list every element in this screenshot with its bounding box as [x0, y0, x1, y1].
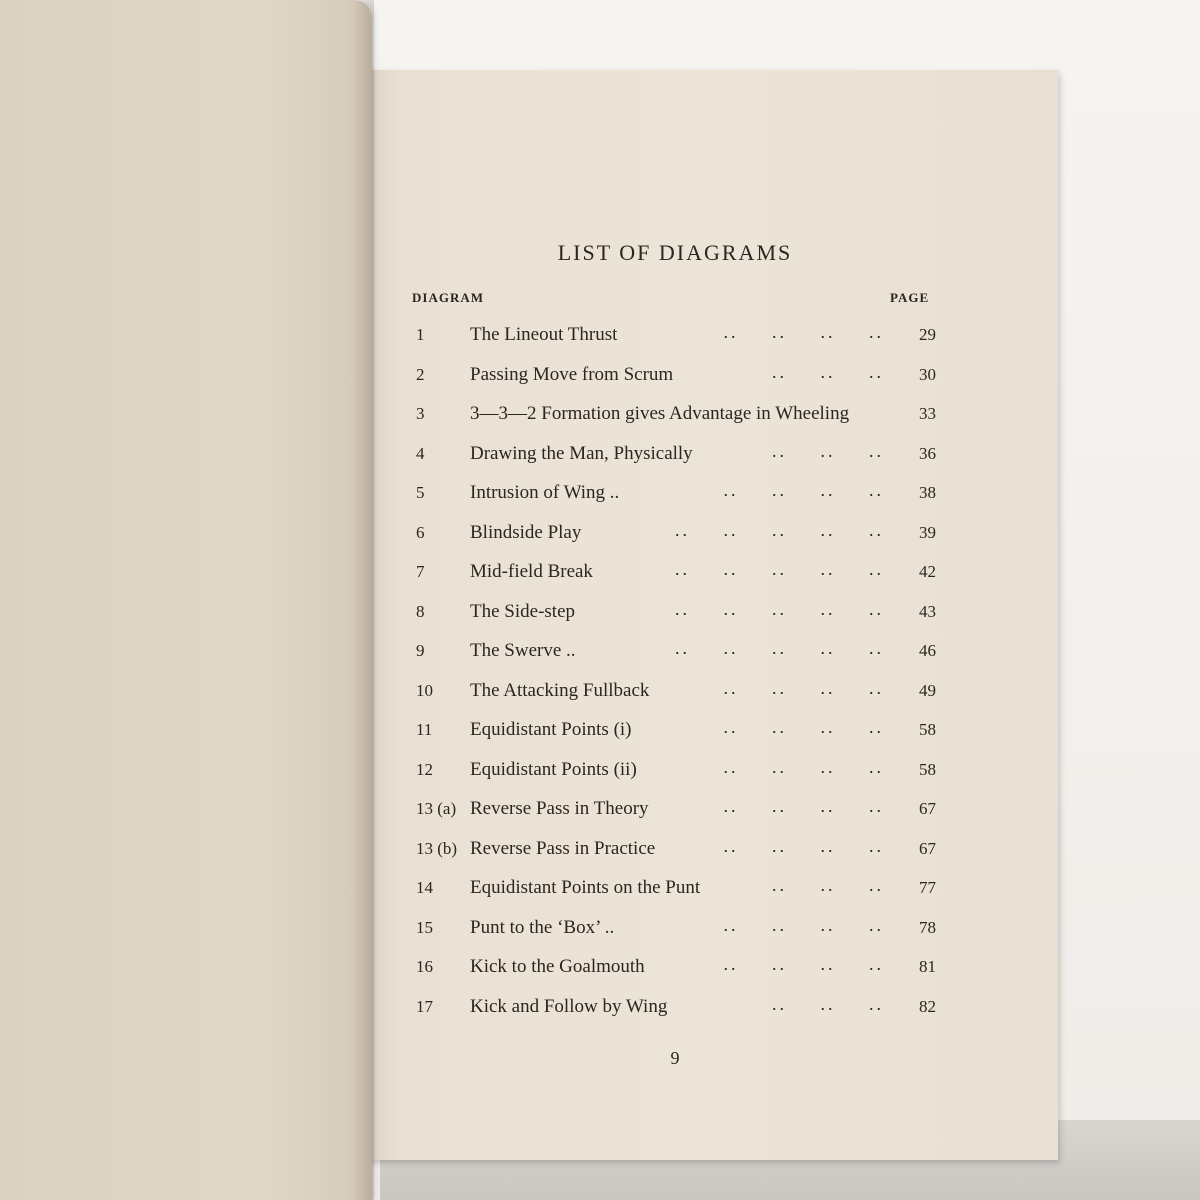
entry-page-number: 46: [919, 641, 936, 660]
list-item: [410, 597, 940, 637]
entry-page-number: 58: [919, 720, 936, 739]
book-gutter: [352, 0, 374, 1200]
entry-page-number: 58: [919, 759, 936, 779]
entry-page-number: 43: [919, 601, 936, 621]
entry-page-number: 38: [919, 483, 936, 502]
left-page: [0, 0, 372, 1200]
list-item: [410, 360, 940, 400]
entry-number: 1: [416, 325, 425, 344]
entry-number: 10: [416, 680, 433, 700]
entry-number: 8: [416, 601, 425, 621]
entry-page-number: 81: [919, 957, 936, 976]
entry-leader-dots: .. .. .. ..: [723, 835, 884, 856]
list-item: [410, 399, 940, 439]
entry-title: 3—3—2 Formation gives Advantage in Wheeling: [470, 403, 850, 424]
entry-title: The Lineout Thrust: [470, 324, 618, 345]
entry-leader-dots: .. .. ..: [772, 440, 884, 461]
entry-page-number: 42: [919, 562, 936, 581]
entry-title: Reverse Pass in Theory: [470, 798, 649, 819]
diagram-list: [410, 320, 940, 1031]
entry-number: 16: [416, 957, 433, 976]
entry-page-number: 29: [919, 325, 936, 344]
entry-leader-dots: .. .. .. ..: [723, 717, 884, 737]
list-item: [410, 478, 940, 518]
entry-number: 11: [416, 720, 433, 739]
entry-page-number: 49: [919, 680, 936, 700]
entry-page-number: 30: [919, 364, 936, 384]
entry-number: 15: [416, 917, 433, 937]
entry-leader-dots: .. .. .. ..: [723, 796, 884, 816]
entry-title: Equidistant Points (ii): [470, 758, 637, 780]
entry-leader-dots: .. .. .. ..: [723, 480, 884, 500]
column-header-diagram: DIAGRAM: [412, 290, 484, 305]
entry-number: 9: [416, 641, 425, 660]
entry-number: 13 (b): [416, 838, 458, 858]
entry-leader-dots: .. .. .. .. ..: [675, 638, 884, 658]
list-item: [410, 676, 940, 716]
list-item: [410, 913, 940, 953]
list-item: [410, 992, 940, 1032]
entry-number: 5: [416, 483, 425, 502]
entry-number: 6: [416, 522, 425, 542]
entry-page-number: 36: [919, 443, 936, 463]
entry-number: 17: [416, 996, 433, 1016]
entry-title: Equidistant Points on the Punt: [470, 877, 701, 898]
entry-title: The Attacking Fullback: [470, 679, 650, 701]
entry-leader-dots: .. .. .. ..: [723, 322, 884, 342]
entry-title: Drawing the Man, Physically: [470, 442, 693, 464]
entry-title: The Side-step: [470, 600, 576, 622]
list-item: [410, 557, 940, 597]
entry-number: 7: [416, 562, 425, 581]
list-item: [410, 439, 940, 479]
list-item: [410, 715, 940, 755]
entry-leader-dots: .. .. .. ..: [723, 954, 884, 974]
column-header-page: PAGE: [890, 290, 930, 305]
entry-title: The Swerve ..: [470, 640, 576, 661]
entry-page-number: 33: [919, 404, 936, 423]
entry-page-number: 78: [919, 917, 936, 937]
entry-leader-dots: .. .. .. ..: [723, 677, 884, 698]
entry-number: 12: [416, 759, 433, 779]
entry-title: Kick and Follow by Wing: [470, 995, 668, 1017]
entry-page-number: 82: [919, 996, 936, 1016]
list-item: [410, 873, 940, 913]
entry-leader-dots: .. .. ..: [772, 361, 884, 382]
entry-leader-dots: .. .. .. .. ..: [675, 519, 884, 540]
entry-number: 3: [416, 404, 425, 423]
entry-title: Intrusion of Wing ..: [470, 482, 620, 503]
entry-title: Kick to the Goalmouth: [470, 956, 645, 977]
entry-page-number: 77: [919, 878, 936, 897]
list-item: [410, 834, 940, 874]
list-item: [410, 755, 940, 795]
entry-page-number: 67: [919, 799, 936, 818]
entry-title: Punt to the ‘Box’ ..: [470, 916, 615, 938]
list-item: [410, 952, 940, 992]
list-item: [410, 320, 940, 360]
entry-title: Mid-field Break: [470, 561, 593, 582]
list-item: [410, 636, 940, 676]
entry-leader-dots: .. .. .. .. ..: [675, 598, 884, 619]
entry-title: Passing Move from Scrum: [470, 363, 674, 385]
list-item: [410, 794, 940, 834]
entry-number: 13 (a): [416, 799, 457, 818]
entry-leader-dots: .. .. .. .. ..: [675, 559, 884, 579]
entry-number: 2: [416, 364, 425, 384]
entry-page-number: 39: [919, 522, 936, 542]
entry-leader-dots: .. .. ..: [772, 875, 884, 895]
page-number: 9: [670, 1048, 680, 1068]
entry-title: Blindside Play: [470, 521, 582, 543]
entry-title: Reverse Pass in Practice: [470, 837, 656, 859]
entry-number: 14: [416, 878, 433, 897]
entry-number: 4: [416, 443, 425, 463]
list-item: [410, 518, 940, 558]
entry-leader-dots: .. .. .. ..: [723, 756, 884, 777]
page-title: LIST OF DIAGRAMS: [557, 240, 793, 265]
entry-title: Equidistant Points (i): [470, 719, 632, 740]
entry-leader-dots: .. .. ..: [772, 993, 884, 1014]
entry-page-number: 67: [919, 838, 936, 858]
entry-leader-dots: .. .. .. ..: [723, 914, 884, 935]
